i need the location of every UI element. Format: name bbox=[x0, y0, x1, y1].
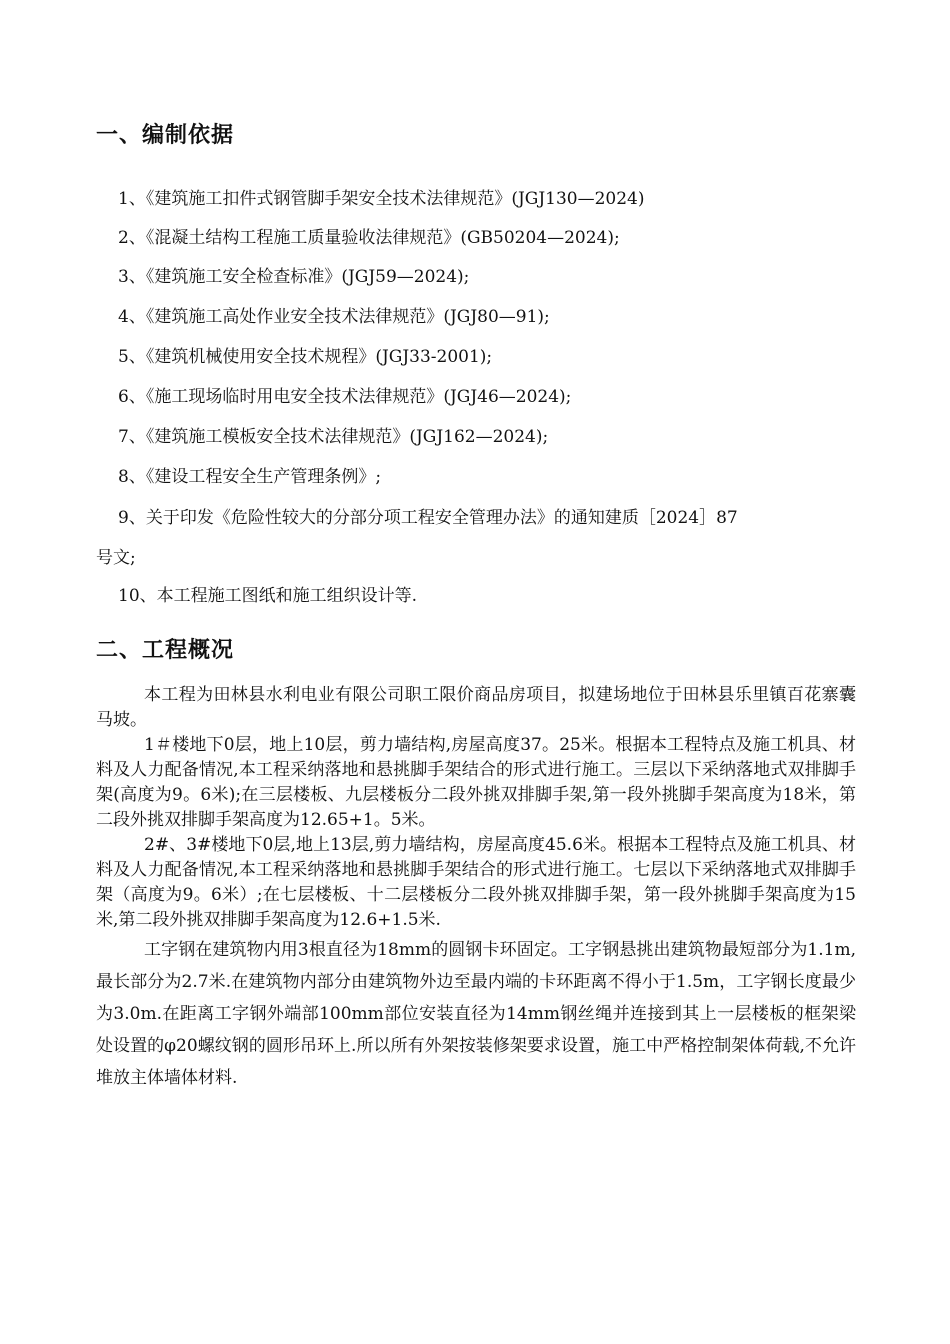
reference-item-10: 10、本工程施工图纸和施工组织设计等. bbox=[118, 586, 418, 606]
reference-item-1: 1、《建筑施工扣件式钢管脚手架安全技术法律规范》(JGJ130—2024) bbox=[118, 189, 645, 209]
reference-item-7: 7、《建筑施工模板安全技术法律规范》(JGJ162—2024); bbox=[118, 427, 549, 447]
section-heading-basis: 一、编制依据 bbox=[96, 123, 235, 148]
reference-item-5: 5、《建筑机械使用安全技术规程》(JGJ33-2001); bbox=[118, 347, 493, 367]
reference-item-4: 4、《建筑施工高处作业安全技术法律规范》(JGJ80—91); bbox=[118, 307, 550, 327]
reference-item-9 bbox=[96, 506, 858, 570]
overview-body bbox=[96, 683, 856, 1094]
reference-item-8: 8、《建设工程安全生产管理条例》; bbox=[118, 467, 382, 487]
section-heading-overview: 二、工程概况 bbox=[96, 638, 235, 663]
reference-item-9-continuation: 号文; bbox=[96, 548, 136, 568]
overview-paragraph-steel-beam: 工字钢在建筑物内用3根直径为18mm的圆钢卡环固定。工字钢悬挑出建筑物最短部分为1.1m,最长部分为2.7米.在建筑物内部分由建筑物外边至最内端的卡环距离不得小于1.5m，工字钢长度最少为3.0m.在距离工字钢外端部100mm部位安装直径为14mm钢丝绳并连接到其上一层楼板的框架梁处设置的φ20螺纹钢的圆形吊环上.所以所有外架按装修架要求设置，施工中严格控制架体荷载,不允许堆放主体墙体材料. bbox=[96, 940, 856, 1088]
reference-item-9-text: 9、关于印发《危险性较大的分部分项工程安全管理办法》的通知建质［2024］87 bbox=[118, 508, 738, 528]
overview-paragraph-intro: 本工程为田林县水利电业有限公司职工限价商品房项目，拟建场地位于田林县乐里镇百花寨囊马坡。 bbox=[96, 685, 856, 730]
reference-item-6: 6、《施工现场临时用电安全技术法律规范》(JGJ46—2024); bbox=[118, 387, 572, 407]
reference-item-3: 3、《建筑施工安全检查标准》(JGJ59—2024); bbox=[118, 267, 470, 287]
reference-item-2: 2、《混凝土结构工程施工质量验收法律规范》(GB50204—2024); bbox=[118, 228, 620, 248]
overview-paragraph-building-1: 1＃楼地下0层，地上10层，剪力墙结构,房屋高度37。25米。根据本工程特点及施工机具、材料及人力配备情况,本工程采纳落地和悬挑脚手架结合的形式进行施工。三层以下采纳落地式双排脚手架(高度为9。6米);在三层楼板、九层楼板分二段外挑双排脚手架,第一段外挑脚手架高度为18米，第二段外挑双排脚手架高度为12.65+1。5米。 bbox=[96, 735, 856, 830]
overview-paragraph-building-2-3: 2#、3#楼地下0层,地上13层,剪力墙结构，房屋高度45.6米。根据本工程特点及施工机具、材料及人力配备情况,本工程采纳落地和悬挑脚手架结合的形式进行施工。七层以下采纳落地式双排脚手架（高度为9。6米）;在七层楼板、十二层楼板分二段外挑双排脚手架，第一段外挑脚手架高度为15米,第二段外挑双排脚手架高度为12.6+1.5米. bbox=[96, 835, 856, 930]
